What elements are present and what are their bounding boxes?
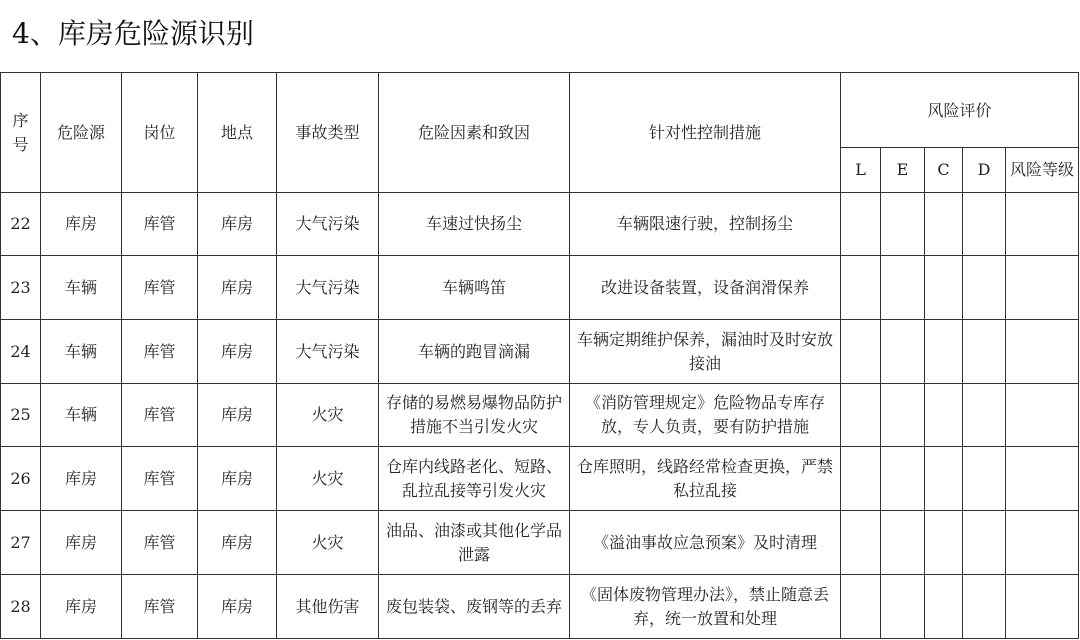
- cell-accident-type: 火灾: [277, 447, 379, 511]
- header-measures: 针对性控制措施: [570, 73, 841, 193]
- header-c: C: [925, 148, 963, 193]
- cell-seq: 27: [1, 511, 41, 575]
- cell-accident-type: 其他伤害: [277, 575, 379, 639]
- cell-accident-type: 大气污染: [277, 256, 379, 320]
- cell-risk-level: [1006, 193, 1079, 256]
- cell-seq: 22: [1, 193, 41, 256]
- table-row: [1, 511, 1079, 575]
- cell-d: [963, 511, 1006, 575]
- cell-place: 库房: [198, 447, 277, 511]
- header-factors: 危险因素和致因: [379, 73, 570, 193]
- cell-hazard: 车辆: [41, 320, 122, 384]
- cell-measure: 车辆限速行驶，控制扬尘: [570, 193, 841, 256]
- cell-measure: 《溢油事故应急预案》及时清理: [570, 511, 841, 575]
- cell-accident-type: 火灾: [277, 384, 379, 447]
- cell-l: [841, 447, 881, 511]
- cell-seq: 26: [1, 447, 41, 511]
- cell-e: [881, 320, 925, 384]
- cell-place: 库房: [198, 511, 277, 575]
- cell-post: 库管: [122, 193, 198, 256]
- cell-factor: 仓库内线路老化、短路、乱拉乱接等引发火灾: [379, 447, 570, 511]
- cell-l: [841, 256, 881, 320]
- cell-seq: 24: [1, 320, 41, 384]
- cell-c: [925, 384, 963, 447]
- header-accident-type: 事故类型: [277, 73, 379, 193]
- cell-d: [963, 320, 1006, 384]
- cell-post: 库管: [122, 256, 198, 320]
- header-e: E: [881, 148, 925, 193]
- cell-measure: 仓库照明，线路经常检查更换，严禁私拉乱接: [570, 447, 841, 511]
- cell-l: [841, 384, 881, 447]
- cell-e: [881, 256, 925, 320]
- table-row: [1, 193, 1079, 256]
- cell-place: 库房: [198, 256, 277, 320]
- cell-c: [925, 511, 963, 575]
- table-row: [1, 575, 1079, 639]
- cell-seq: 25: [1, 384, 41, 447]
- cell-hazard: 库房: [41, 447, 122, 511]
- cell-post: 库管: [122, 384, 198, 447]
- cell-measure: 车辆定期维护保养，漏油时及时安放接油: [570, 320, 841, 384]
- cell-post: 库管: [122, 320, 198, 384]
- cell-risk-level: [1006, 384, 1079, 447]
- cell-risk-level: [1006, 447, 1079, 511]
- cell-d: [963, 256, 1006, 320]
- cell-l: [841, 511, 881, 575]
- page-title: 4、库房危险源识别: [12, 17, 254, 50]
- cell-c: [925, 320, 963, 384]
- cell-e: [881, 511, 925, 575]
- cell-post: 库管: [122, 447, 198, 511]
- header-hazard: 危险源: [41, 73, 122, 193]
- header-risk-level: 风险等级: [1006, 148, 1079, 193]
- cell-factor: 车辆鸣笛: [379, 256, 570, 320]
- cell-place: 库房: [198, 320, 277, 384]
- cell-hazard: 库房: [41, 511, 122, 575]
- hazard-table: [0, 72, 1079, 639]
- cell-accident-type: 大气污染: [277, 320, 379, 384]
- cell-factor: 车速过快扬尘: [379, 193, 570, 256]
- cell-risk-level: [1006, 320, 1079, 384]
- table-row: [1, 320, 1079, 384]
- cell-l: [841, 575, 881, 639]
- cell-d: [963, 575, 1006, 639]
- cell-factor: 存储的易燃易爆物品防护措施不当引发火灾: [379, 384, 570, 447]
- cell-accident-type: 火灾: [277, 511, 379, 575]
- header-seq: 序号: [1, 73, 41, 193]
- header-place: 地点: [198, 73, 277, 193]
- cell-d: [963, 193, 1006, 256]
- cell-seq: 28: [1, 575, 41, 639]
- cell-e: [881, 193, 925, 256]
- cell-factor: 废包装袋、废钢等的丢弃: [379, 575, 570, 639]
- cell-factor: 车辆的跑冒滴漏: [379, 320, 570, 384]
- header-l: L: [841, 148, 881, 193]
- cell-e: [881, 447, 925, 511]
- cell-hazard: 车辆: [41, 256, 122, 320]
- cell-c: [925, 447, 963, 511]
- cell-accident-type: 大气污染: [277, 193, 379, 256]
- cell-risk-level: [1006, 511, 1079, 575]
- cell-d: [963, 447, 1006, 511]
- cell-measure: 《固体废物管理办法》，禁止随意丢弃，统一放置和处理: [570, 575, 841, 639]
- cell-seq: 23: [1, 256, 41, 320]
- cell-e: [881, 575, 925, 639]
- cell-measure: 改进设备装置，设备润滑保养: [570, 256, 841, 320]
- cell-place: 库房: [198, 575, 277, 639]
- header-risk-evaluation: 风险评价: [841, 73, 1079, 148]
- cell-hazard: 库房: [41, 193, 122, 256]
- header-d: D: [963, 148, 1006, 193]
- cell-measure: 《消防管理规定》危险物品专库存放，专人负责，要有防护措施: [570, 384, 841, 447]
- cell-post: 库管: [122, 511, 198, 575]
- cell-risk-level: [1006, 575, 1079, 639]
- table-row: [1, 256, 1079, 320]
- cell-e: [881, 384, 925, 447]
- table-row: [1, 384, 1079, 447]
- cell-c: [925, 193, 963, 256]
- cell-place: 库房: [198, 193, 277, 256]
- cell-hazard: 车辆: [41, 384, 122, 447]
- cell-c: [925, 575, 963, 639]
- cell-c: [925, 256, 963, 320]
- header-post: 岗位: [122, 73, 198, 193]
- table-row: [1, 447, 1079, 511]
- cell-l: [841, 320, 881, 384]
- cell-l: [841, 193, 881, 256]
- cell-risk-level: [1006, 256, 1079, 320]
- cell-factor: 油品、油漆或其他化学品泄露: [379, 511, 570, 575]
- cell-hazard: 库房: [41, 575, 122, 639]
- cell-d: [963, 384, 1006, 447]
- cell-post: 库管: [122, 575, 198, 639]
- cell-place: 库房: [198, 384, 277, 447]
